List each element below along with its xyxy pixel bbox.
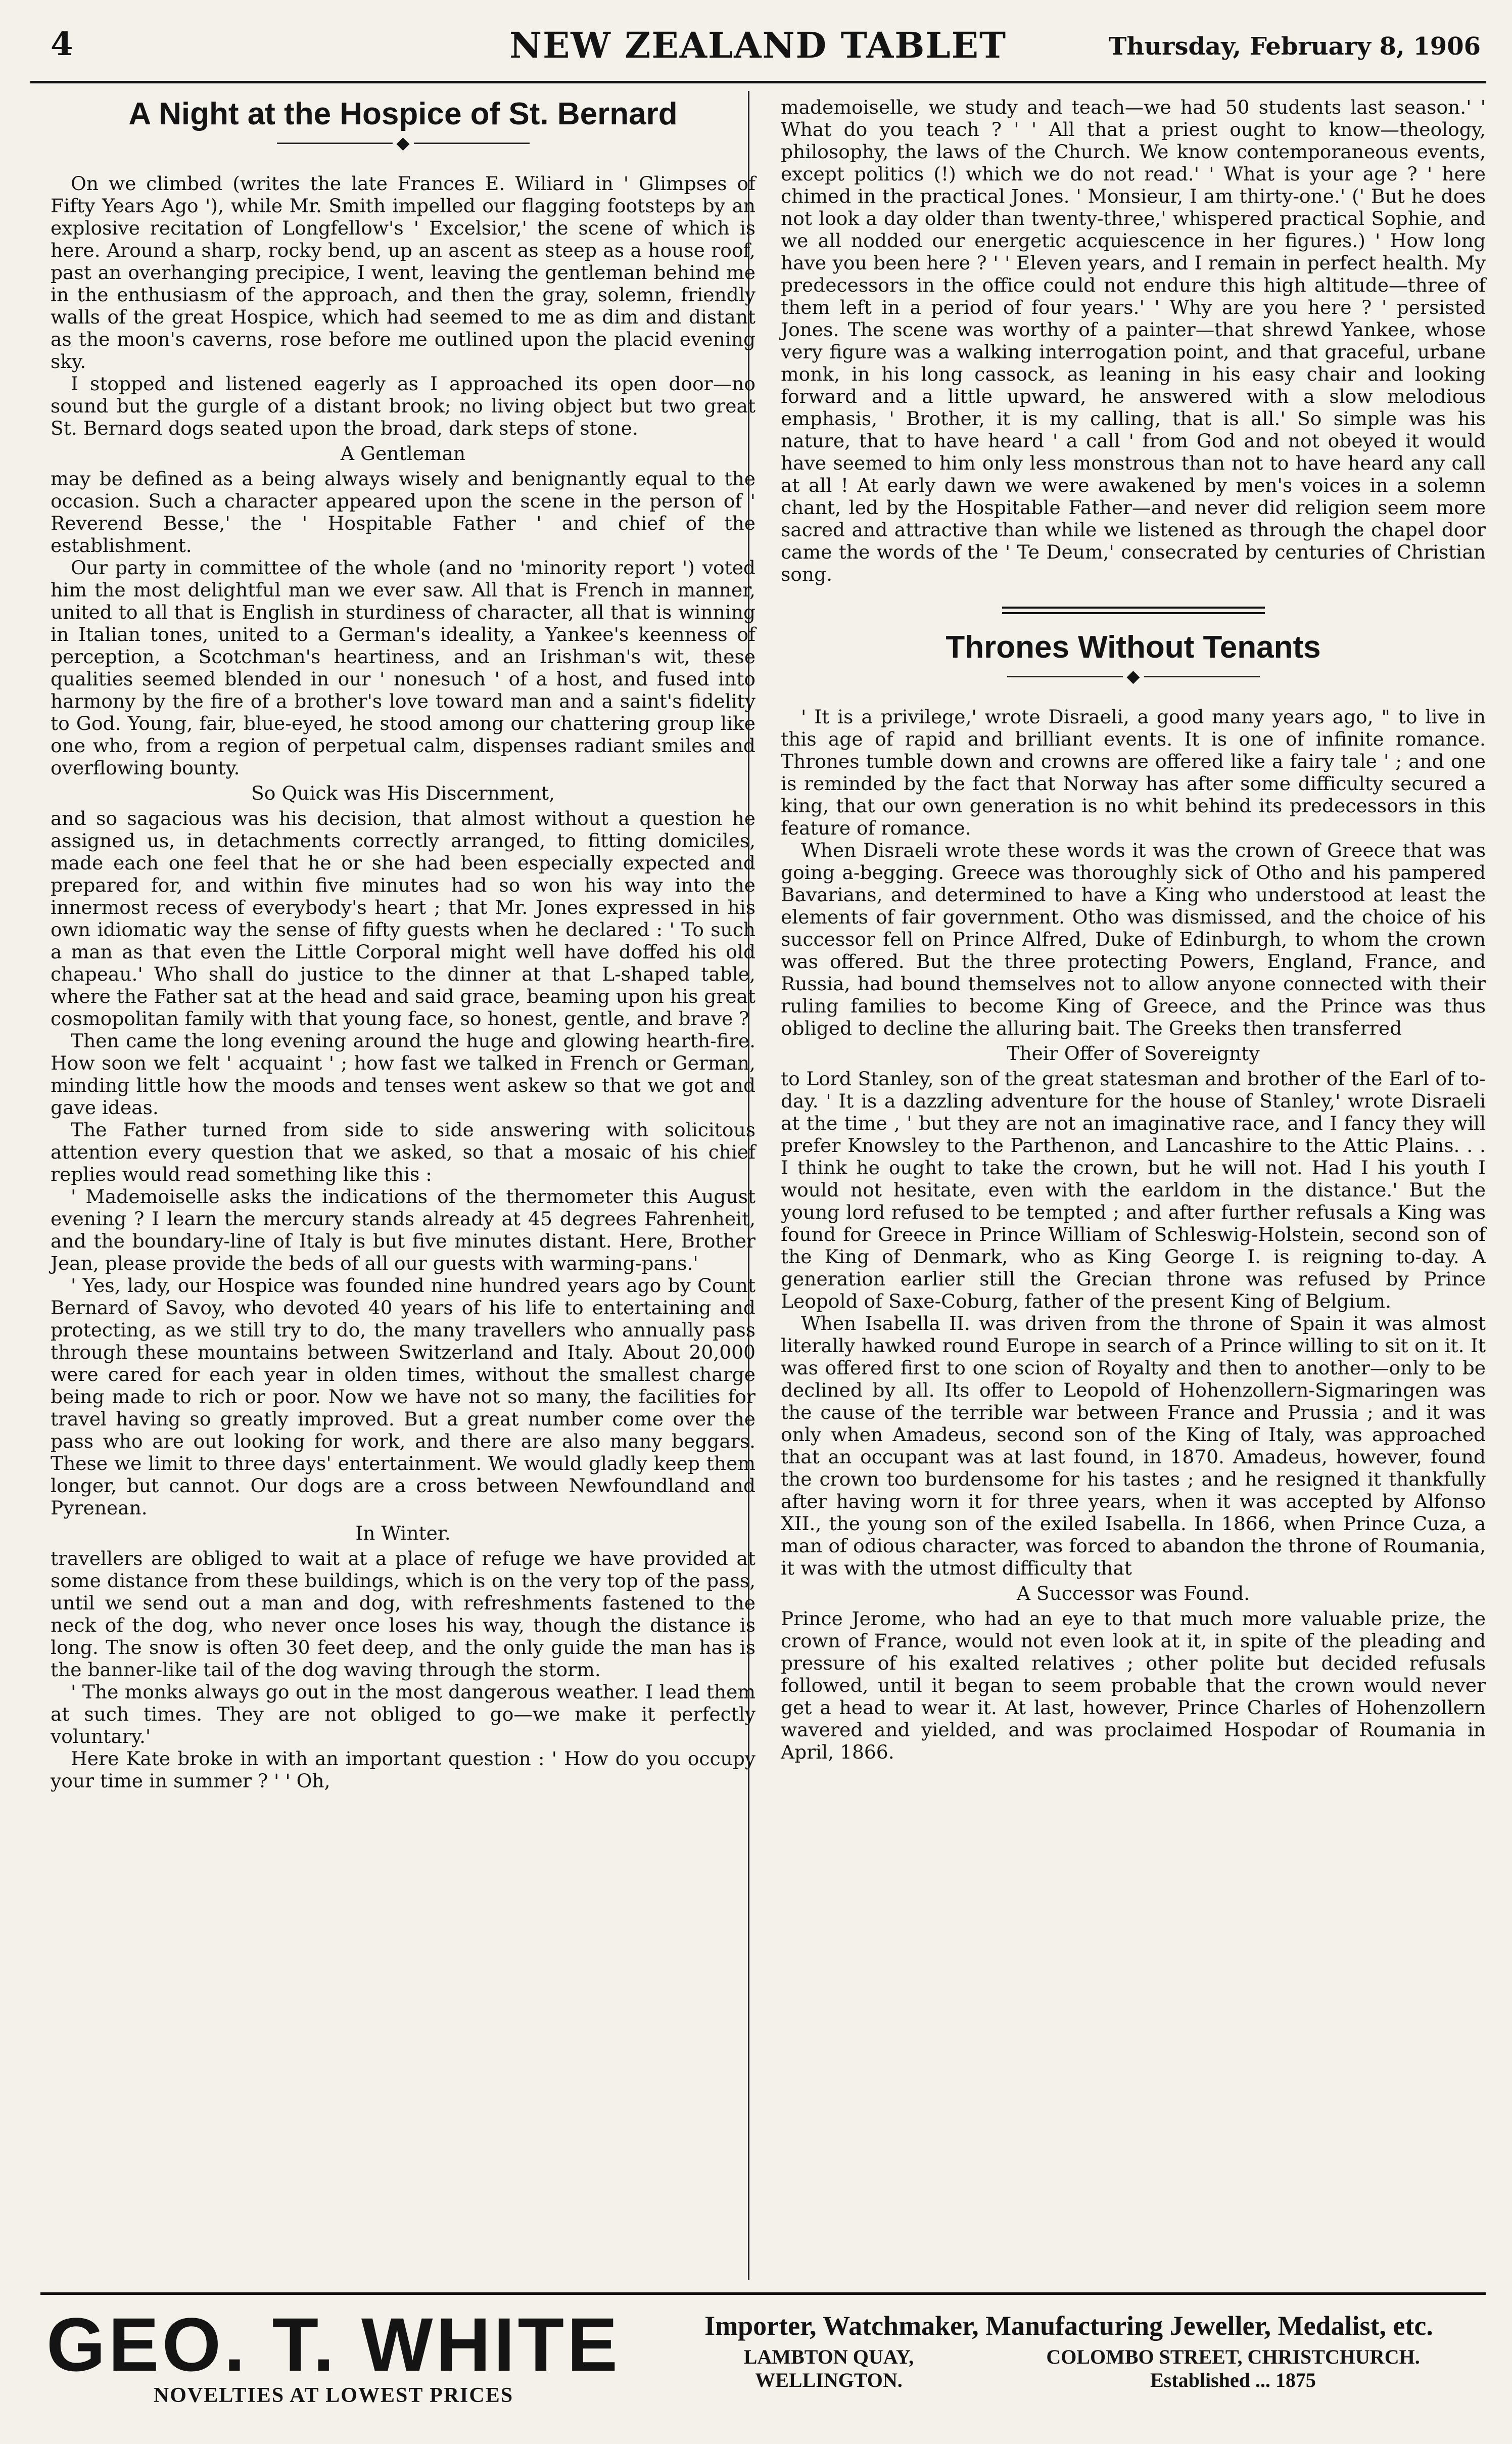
issue-date: Thursday, February 8, 1906 <box>1108 32 1481 61</box>
subheading: A Gentleman <box>340 442 466 465</box>
address-line: COLOMBO STREET, CHRISTCHURCH. <box>1046 2345 1420 2368</box>
subheading: So Quick was His Discernment, <box>251 782 555 804</box>
diamond-icon: ◆ <box>392 133 413 153</box>
page-number: 4 <box>51 25 73 63</box>
paragraph: When Disraeli wrote these words it was the crown of Greece that was going a-begging. Greece was thoroughly sick of Otho and his pampered Bavarians, and determined to have a King who understood at least the elements of fair government. Otho was dismissed, and the choice of his successor fell on Prince Alfred, Duke of Edinburgh, to whom the crown was offered. But the three protecting Powers, England, France, and Russia, had bound themselves not to allow anyone connected with their ruling families to become King of Greece, and the Prince was thus obliged to decline the alluring bait. The Greeks then transferred <box>781 839 1486 1039</box>
paragraph: I stopped and listened eagerly as I approached its open door—no sound but the gurgle of a distant brook; no living object but two great St. Bernard dogs seated upon the broad, dark steps of stone. <box>51 373 755 439</box>
right-column <box>781 96 1486 1763</box>
address-line: Established ... 1875 <box>1150 2369 1316 2391</box>
paragraph: ' It is a privilege,' wrote Disraeli, a good many years ago, " to live in this age of rapid and brilliant events. It is one of infinite romance. Thrones tumble down and crowns are offered like a fairy tale ' ; and one is reminded by the fact that Norway has after some difficulty secured a king, that our own generation is no whit behind its predecessors in this feature of romance. <box>781 706 1486 839</box>
advert-address-christchurch <box>990 2345 1476 2392</box>
paragraph: to Lord Stanley, son of the great statesman and brother of the Earl of to-day. ' It is a dazzling adventure for the house of Stanley,' wrote Disraeli at the time , ' but they are not an imaginative race, and I fancy they will prefer Knowsley to the Parthenon, and Lancashire to the Attic Plains. . . I think he ought to take the crown, but he will not. Had I his youth I would not hesitate, even with the earldom in the distance.' But the young lord refused to be tempted ; and after further refusals a King was found for Greece in Prince William of Schleswig-Holstein, second son of the King of Denmark, who as King George I. is reigning to-day. A generation earlier still the Grecian throne was refused by Prince Leopold of Saxe-Coburg, father of the present King of Belgium. <box>781 1068 1486 1312</box>
article-separator <box>1002 607 1265 614</box>
paragraph: When Isabella II. was driven from the throne of Spain it was almost literally hawked round Europe in search of a Prince willing to sit on it. It was offered first to one scion of Royalty and then to another—only to be declined by all. Its offer to Leopold of Hohenzollern-Sigmaringen was the cause of the terrible war between France and Prussia ; and it was only when Amadeus, second son of the King of Italy, was approached that an occupant was at last found, in 1870. Amadeus, however, found the crown too burdensome for his tastes ; and he resigned it thankfully after having worn it for three years, when it was accepted by Alfonso XII., the young son of the exiled Isabella. In 1866, when Prince Cuza, a man of odious character, was forced to abandon the throne of Roumania, it was with the utmost difficulty that <box>781 1312 1486 1579</box>
paragraph: Our party in committee of the whole (and no 'minority report ') voted him the most delightful man we ever saw. All that is French in manner, united to all that is English in sturdiness of character, all that is winning in Italian tones, united to a German's ideality, a Yankee's keenness of perception, a Scotchman's heartiness, and an Irishman's wit, these qualities seemed blended in our ' nonesuch ' of a host, and fused into harmony by the fire of a brother's love toward man and a saint's fidelity to God. Young, fair, blue-eyed, he stood among our chattering group like one who, from a region of perpetual calm, dispenses radiant smiles and overflowing bounty. <box>51 557 755 779</box>
masthead <box>30 20 1486 83</box>
paragraph: Here Kate broke in with an important question : ' How do you occupy your time in summer ? ' ' Oh, <box>51 1747 755 1792</box>
left-column <box>51 96 755 1792</box>
paragraph: and so sagacious was his decision, that almost without a question he assigned us, in detachments correctly arranged, to fitting domiciles, made each one feel that he or she had been especially expected and prepared for, and within five minutes had so won his way into the innermost recess of everybody's heart ; that Mr. Jones expressed in his own idiomatic way the sense of fifty guests when he declared : ' To such a man as that even the Little Corporal might well have doffed his old chapeau.' Who shall do justice to the dinner at that L-shaped table, where the Father sat at the head and said grace, beaming upon his great cosmopolitan family with that young face, so honest, gentle, and brave ? <box>51 807 755 1030</box>
advert-brand: GEO. T. WHITE <box>46 2302 621 2387</box>
subheading: In Winter. <box>355 1522 451 1544</box>
paragraph: travellers are obliged to wait at a place of refuge we have provided at some distance from these buildings, which is on the very top of the pass, until we send out a man and dog, with refreshments fastened to the neck of the dog, who never once loses his way, though the distance is long. The snow is often 30 feet deep, and the only guide the man has is the banner-like tail of the dog waving through the storm. <box>51 1547 755 1681</box>
paragraph: Prince Jerome, who had an eye to that much more valuable prize, the crown of France, would not even look at it, in spite of the pleading and pressure of his exalted relatives ; other polite but decided refusals followed, until it began to seem probable that the crown would never get a head to wear it. At last, however, Prince Charles of Hohenzollern wavered and yielded, and was proclaimed Hospodar of Roumania in April, 1866. <box>781 1607 1486 1763</box>
paragraph: ' The monks always go out in the most dangerous weather. I lead them at such times. They are not obliged to go—we make it perfectly voluntary.' <box>51 1681 755 1747</box>
advert-address-wellington <box>702 2345 955 2392</box>
title-ornament <box>277 133 530 154</box>
paragraph: ' Yes, lady, our Hospice was founded nine hundred years ago by Count Bernard of Savoy, who devoted 40 years of his life to entertaining and protecting, as we still try to do, the many travellers who annually pass through these mountains between Switzerland and Italy. About 20,000 were cared for each year in olden times, without the smallest charge being made to rich or poor. Now we have not so many, the facilities for travel having so greatly improved. But a great number come over the pass who are out looking for work, and there are also many beggars. These we limit to three days' entertainment. We would gladly keep them longer, but cannot. Our dogs are a cross between Newfoundland and Pyrenean. <box>51 1274 755 1519</box>
title-ornament <box>1007 666 1260 687</box>
address-line: LAMBTON QUAY, <box>743 2345 914 2368</box>
advert-tagline: NOVELTIES AT LOWEST PRICES <box>153 2384 514 2407</box>
article-title-hospice: A Night at the Hospice of St. Bernard <box>128 97 678 131</box>
paragraph-continued: mademoiselle, we study and teach—we had 50 students last season.' ' What do you teach ? ' ' All that a priest ought to know—theology, philosophy, the laws of the Church. We know contemporaneous events, except politics (!) which we do not read.' ' What is your age ? ' here chimed in the practical Jones. ' Monsieur, I am thirty-one.' (' But he does not look a day older than twenty-three,' whispered practical Sophie, and we all nodded our energetic acquiescence in her figures.) ' How long have you been here ? ' ' Eleven years, and I remain in perfect health. My predecessors in the office could not endure this high altitude—three of them left in a period of four years.' ' Why are you here ? ' persisted Jones. The scene was worthy of a painter—that shrewd Yankee, whose very figure was a walking interrogation point, and that graceful, urbane monk, in his long cassock, as leaning in his easy chair and looking forward and a little upward, he answered with a slow melodious emphasis, ' Brother, it is my calling, that is all.' So simple was his nature, that to have heard ' a call ' from God and not obeyed it would have seemed to him only less monstrous than not to have heard any call at all ! At early dawn we were awakened by men's voices in a solemn chant, led by the Hospitable Father—and never did religion seem more sacred and attractive than while we listened as through the chapel door came the words of the ' Te Deum,' consecrated by centuries of Christian song. <box>781 96 1486 585</box>
paragraph: The Father turned from side to side answering with solicitous attention every question that we asked, so that a mosaic of his chief replies would read something like this : <box>51 1119 755 1185</box>
paragraph: Then came the long evening around the huge and glowing hearth-fire. How soon we felt ' acquaint ' ; how fast we talked in French or German, minding little how the moods and tenses went askew so that we got and gave ideas. <box>51 1030 755 1119</box>
paragraph: may be defined as a being always wisely and benignantly equal to the occasion. Such a character appeared upon the scene in the person of ' Reverend Besse,' the ' Hospitable Father ' and chief of the establishment. <box>51 468 755 557</box>
diamond-icon: ◆ <box>1122 666 1144 686</box>
paragraph: On we climbed (writes the late Frances E. Wiliard in ' Glimpses of Fifty Years Ago '), while Mr. Smith impelled our flagging footsteps by an explosive recitation of Longfellow's ' Excelsior,' the scene of which is here. Around a sharp, rocky bend, up an ascent as steep as a house roof, past an overhanging precipice, I went, leaving the gentleman behind me in the enthusiasm of the approach, and then the gray, solemn, friendly walls of the great Hospice, which had seemed to me as dim and distant as the moon's caverns, rose before me outlined upon the placid evening sky. <box>51 172 755 373</box>
newspaper-title: NEW ZEALAND TABLET <box>509 24 1007 66</box>
paragraph: ' Mademoiselle asks the indications of the thermometer this August evening ? I learn the mercury stands already at 45 degrees Fahrenheit, and the boundary-line of Italy is but five minutes distant. Here, Brother Jean, please provide the beds of all our guests with warming-pans.' <box>51 1185 755 1274</box>
advert-trades: Importer, Watchmaker, Manufacturing Jeweller, Medalist, etc. <box>704 2311 1433 2341</box>
subheading: A Successor was Found. <box>1016 1582 1250 1604</box>
advertisement <box>40 2292 1486 2426</box>
subheading: Their Offer of Sovereignty <box>1007 1042 1260 1065</box>
address-line: WELLINGTON. <box>755 2369 903 2391</box>
article-title-thrones: Thrones Without Tenants <box>946 630 1321 665</box>
